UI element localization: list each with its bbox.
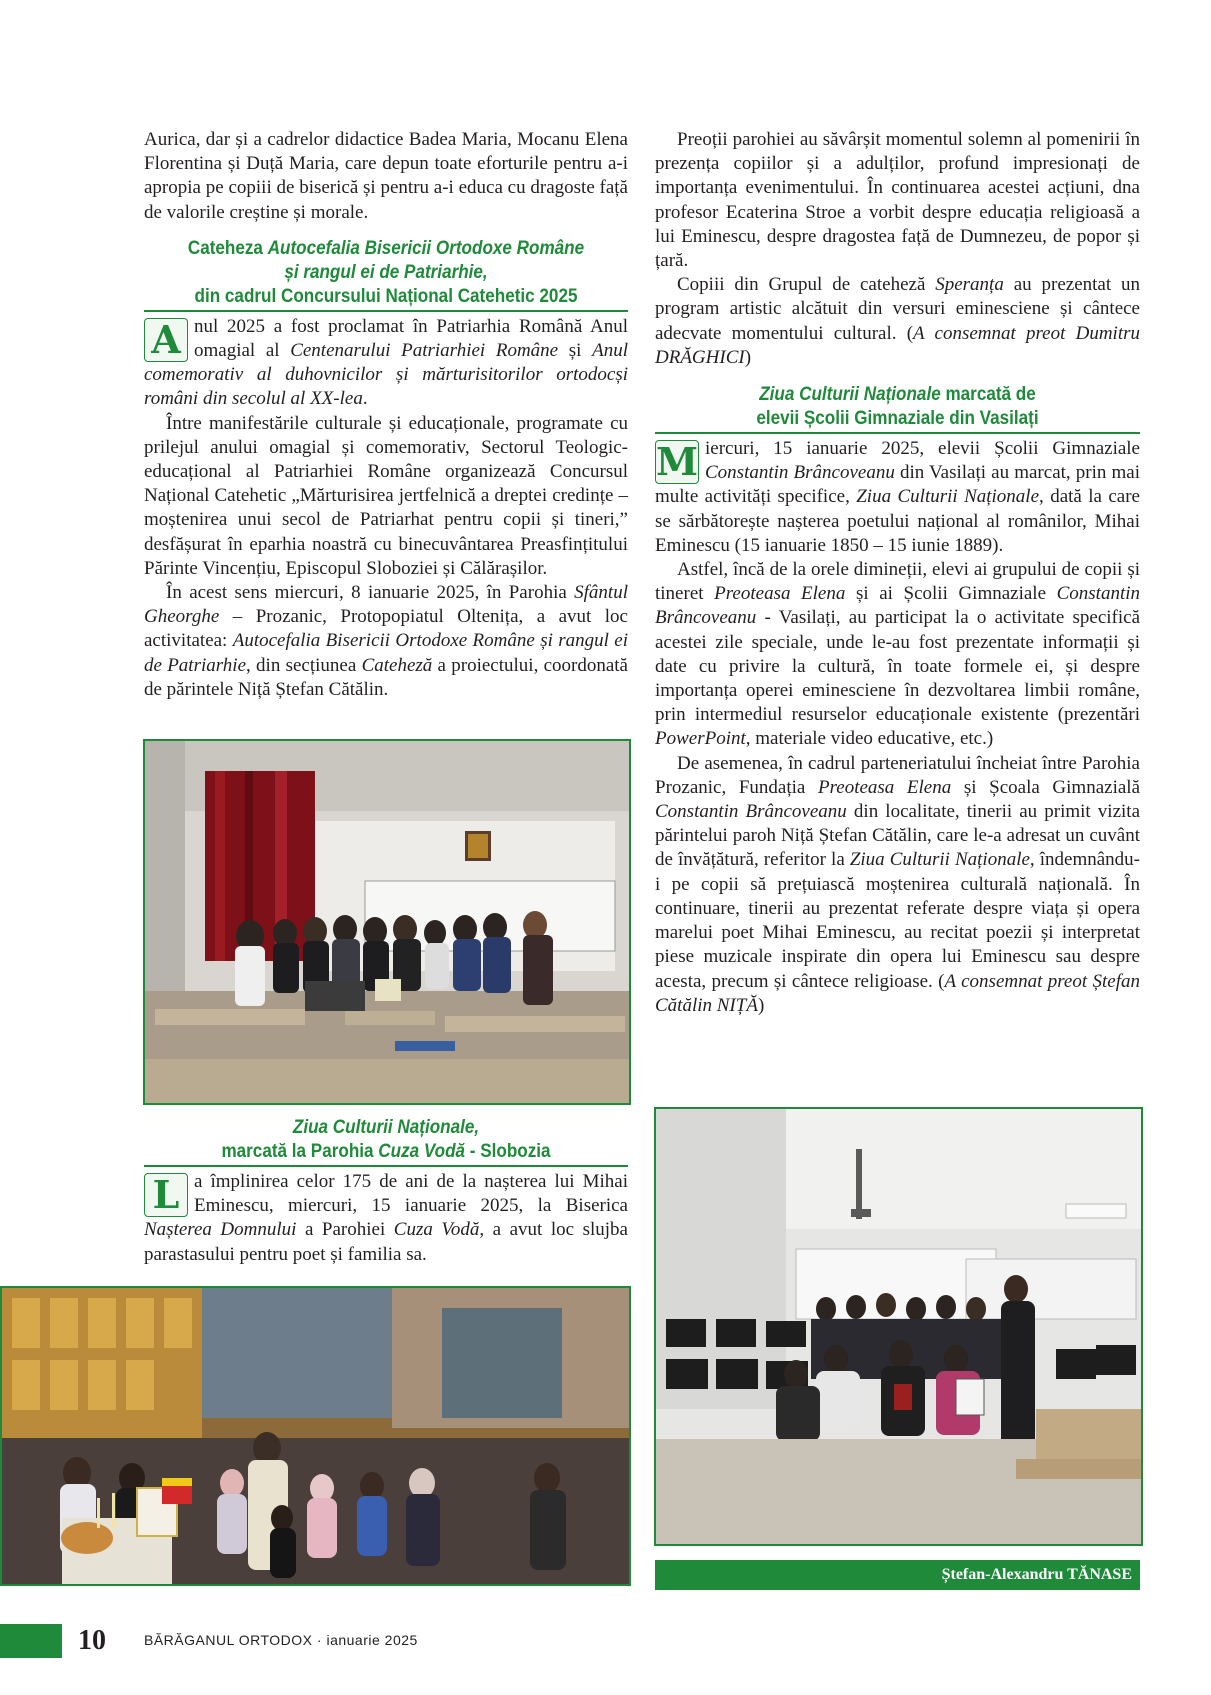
article2-heading: Ziua Culturii Naționale, marcată la Parohia Cuza Vodă - Slobozia: [221, 1117, 551, 1162]
article1-paragraph-3: În acest sens miercuri, 8 ianuarie 2025, în Parohia Sfântul Gheorghe – Prozanic, Protopopiatul Oltenița, a avut loc activitatea: Autocefalia Bisericii Ortodoxe Române și rangul ei de Patriarhie, din secțiunea Cateheză a proiectului, coordonată de părintele Niță Ștefan Cătălin.: [144, 582, 628, 700]
article1-paragraph-1: A nul 2025 a fost proclamat în Patriarhia Română Anul omagial al Centenarului Patriarhiei Române și Anul comemorativ al duhovnicilor și mărturisitorilor ortodocși români din secolul al XX-lea.: [144, 315, 628, 410]
intro-paragraph: Aurica, dar și a cadrelor didactice Badea Maria, Mocanu Elena Florentina și Duță Maria, care depun toate eforturile pentru a-i apropia pe copiii de biserică și pentru a-i educa cu dragoste față de valorile creștine și morale.: [144, 129, 628, 223]
article1-paragraph-2: Între manifestările culturale și educaționale, programate cu prilejul anului omagial și comemorativ, Sectorul Teologic-educațional al Patriarhiei Române organizează Concursul Național Catehetic „Mărturisirea jertfelnică a dreptei credințe – moștenirea unui secol de Patriarhat pentru copii și tineri,” desfășurat în eparhia noastră cu binecuvântarea Preasfințitului Părinte Vincențiu, Episcopul Sloboziei și Călărașilor.: [144, 412, 628, 579]
photo-credit: Ștefan-Alexandru TĂNASE: [655, 1560, 1140, 1590]
computer-lab-photo-image: [656, 1109, 1141, 1544]
publication-name: BĂRĂGANUL ORTODOX: [144, 1632, 313, 1648]
footer-publication: [144, 1632, 418, 1648]
drop-cap-letter: L: [144, 1173, 188, 1217]
page-number: 10: [78, 1625, 106, 1656]
church-photo: [0, 1286, 631, 1586]
article3-heading: Ziua Culturii Naționale marcată de elevii Școlii Gimnaziale din Vasilați: [756, 384, 1039, 430]
computer-lab-photo: [654, 1107, 1143, 1546]
classroom-photo: [143, 739, 631, 1105]
article2-paragraph-1: L a împlinirea celor 175 de ani de la nașterea lui Mihai Eminescu, miercuri, 15 ianuarie 2025, la Biserica Nașterea Domnului a Parohiei Cuza Vodă, a avut loc slujba parastasului pentru poet și familia sa.: [144, 1171, 628, 1265]
right-column: [655, 128, 1140, 1018]
left-column: [144, 128, 628, 702]
right-paragraph-2: Copiii din Grupul de cateheză Speranța au prezentat un program artistic alcătuit din versuri eminesciene și cântece adecvate momentului cultural. (A consemnat preot Dumitru DRĂGHICI): [655, 274, 1140, 368]
drop-cap-letter: M: [656, 439, 699, 485]
left-column-lower: [144, 1116, 628, 1267]
article3-paragraph-1: M iercuri, 15 ianuarie 2025, elevii Școlii Gimnaziale Constantin Brâncoveanu din Vasilați au marcat, prin mai multe activități specifice, Ziua Culturii Naționale, dată la care se sărbătorește nașterea poetului național al românilor, Mihai Eminescu (15 ianuarie 1850 – 15 iunie 1889).: [655, 438, 1141, 556]
classroom-photo-image: [145, 741, 629, 1103]
church-photo-image: [2, 1288, 629, 1584]
article3-paragraph-2: Astfel, încă de la orele dimineții, elevi ai grupului de copii și tineret Preoteasa Elena și ai Școlii Gimnaziale Constantin Brâncoveanu - Vasilați, au participat la o activitate specifică acestei zile speciale, unde le-au fost prezentate informații și date cu privire la cultură, în toate formele ei, și despre importanța operei eminesciene în dezvoltarea limbii române, prin intermediul resurselor educaționale existente (prezentări PowerPoint, materiale video educative, etc.): [655, 559, 1141, 750]
issue-date: · ianuarie 2025: [312, 1632, 418, 1648]
article1-heading: Cateheza Autocefalia Bisericii Ortodoxe Române și rangul ei de Patriarhie, din cadrul Concursului Național Catehetic 2025: [187, 237, 585, 307]
drop-cap-letter: A: [144, 318, 188, 362]
footer-accent-bar: [0, 1624, 62, 1658]
right-paragraph-1: Preoții parohiei au săvârșit momentul solemn al pomenirii în prezența copiilor și a adulților, profund impresionați de importanța evenimentului. În continuarea acestei acțiuni, dna profesor Ecaterina Stroe a vorbit despre educația religioasă a lui Eminescu, despre dragostea față de Dumnezeu, de popor și țară.: [655, 129, 1140, 272]
article3-paragraph-3: De asemenea, în cadrul parteneriatului încheiat între Parohia Prozanic, Fundația Preoteasa Elena și Școala Gimnazială Constantin Brâncoveanu din localitate, tinerii au primit vizita părintelui paroh Niță Ștefan Cătălin, care le-a adresat un cuvânt de învățătură, referitor la Ziua Culturii Naționale, îndemnându-i pe copii să prețuiască moștenirea culturală națională. În continuare, tinerii au prezentat referate despre viața și opera marelui poet Mihai Eminescu, au recitat poezii și interpretat piese muzicale inspirate din opera lui Eminescu sau despre acesta, precum și cântece religioase. (A consemnat preot Ștefan Cătălin NIȚĂ): [655, 752, 1141, 1016]
